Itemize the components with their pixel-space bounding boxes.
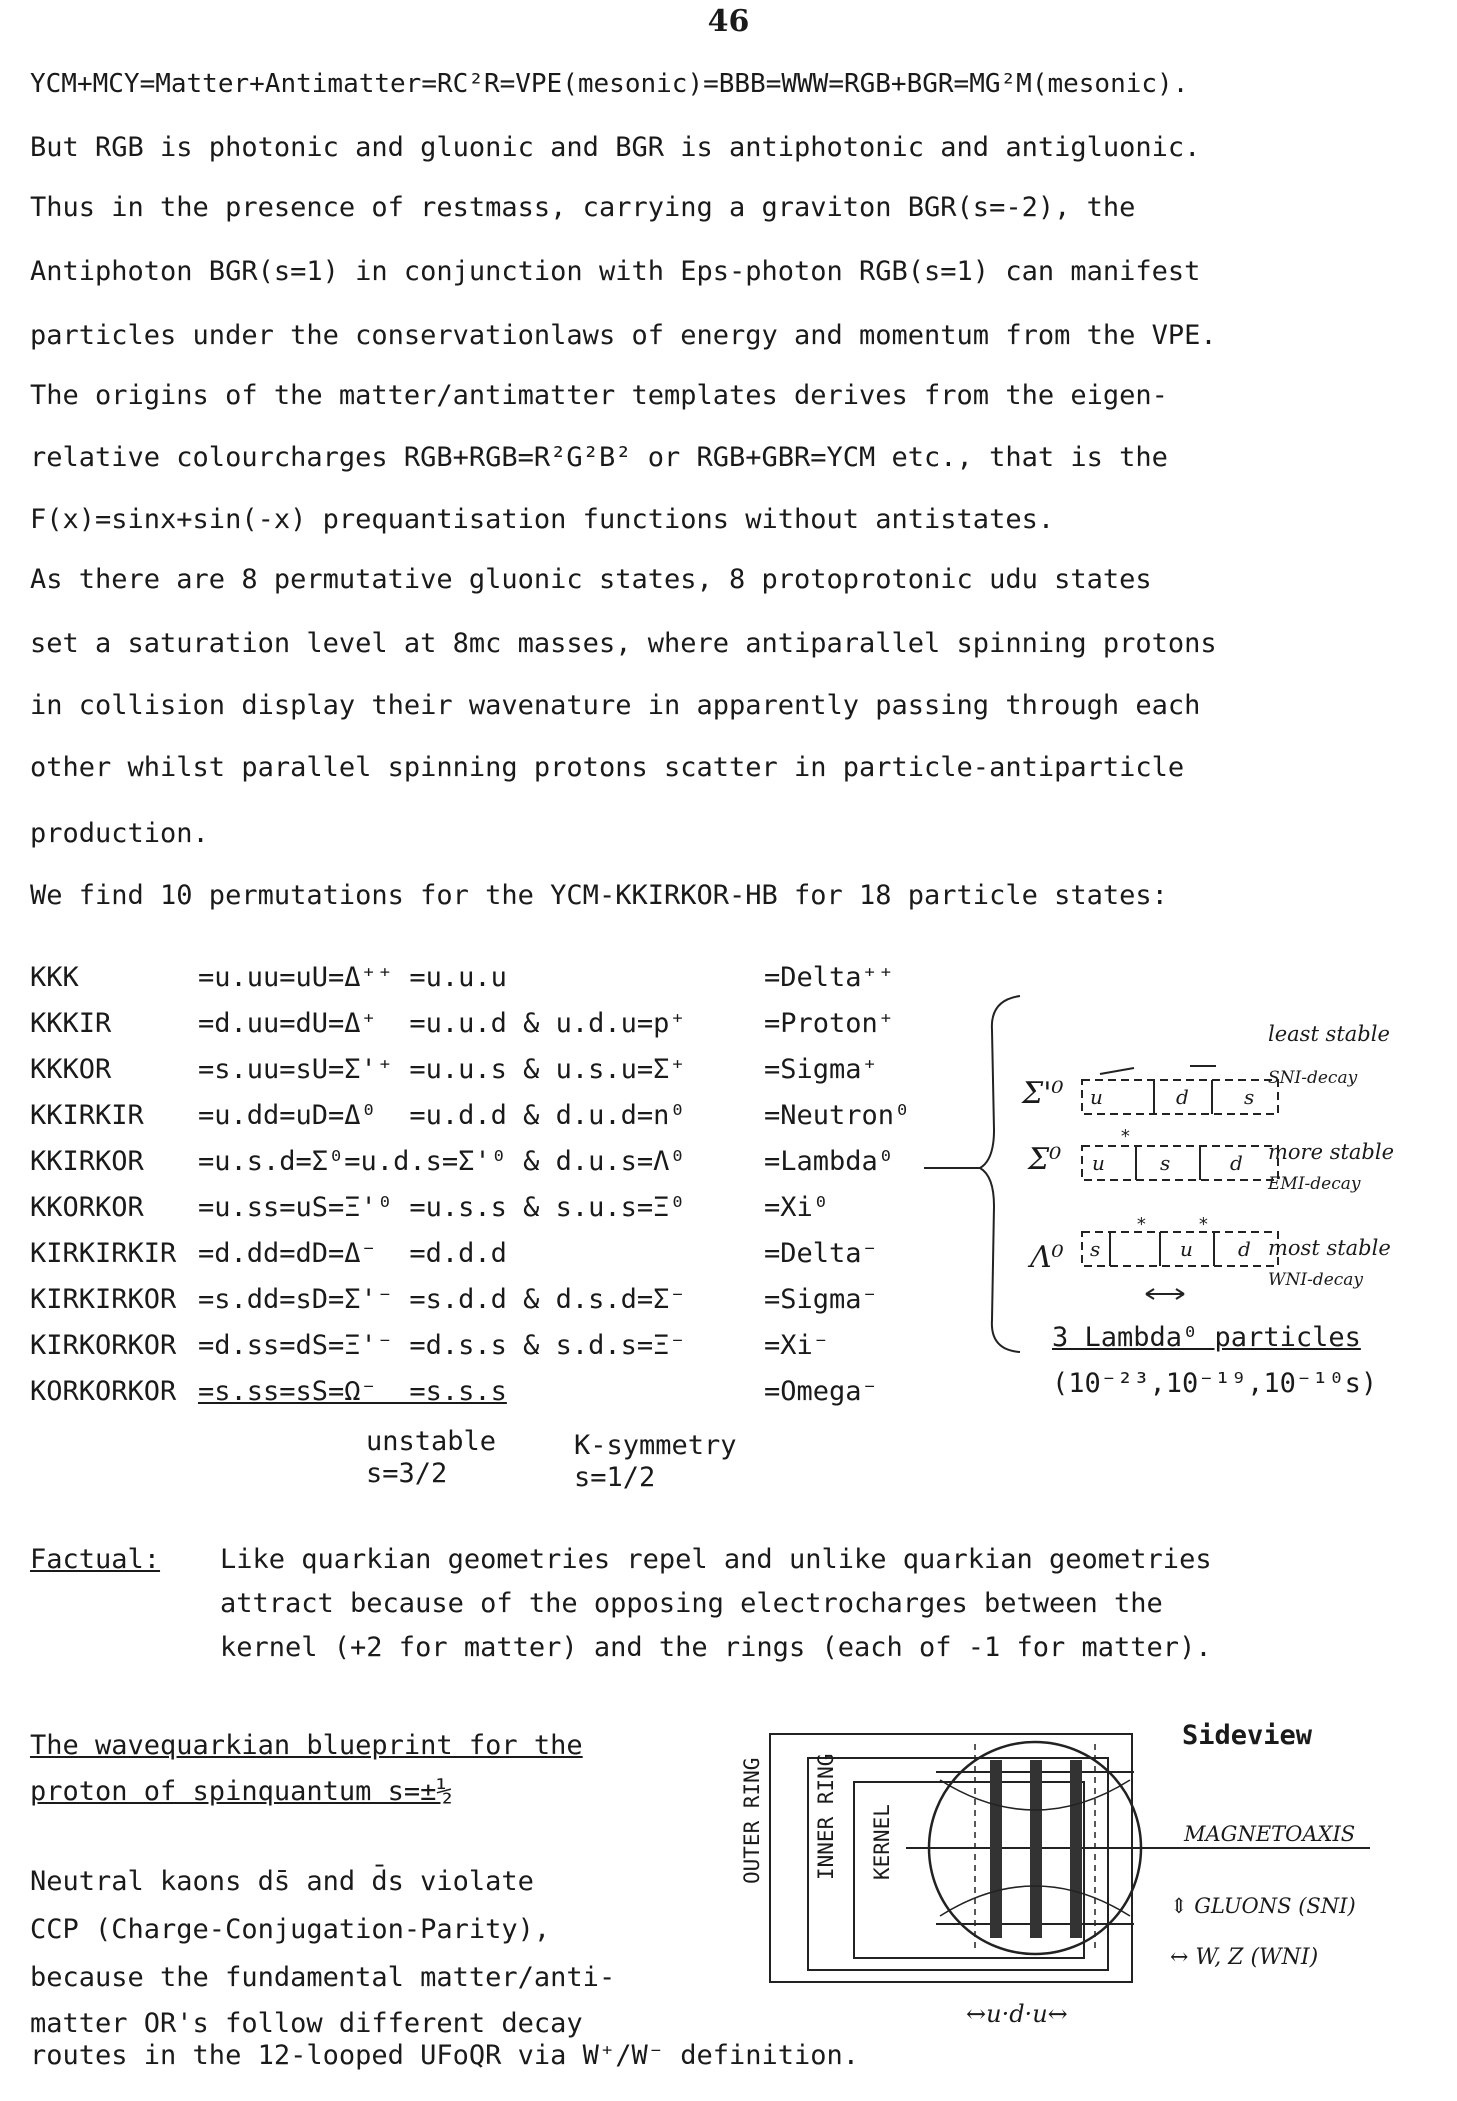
quark-label: s (1090, 1237, 1101, 1261)
table-row-name: KKIRKOR (30, 1146, 144, 1177)
table-row-result: =Sigma⁻ (764, 1284, 878, 1315)
text-line: F(x)=sinx+sin(-x) prequantisation functions without antistates. (30, 504, 1055, 535)
lambda-symbol: Σ⁰ (1028, 1142, 1062, 1177)
text-line: set a saturation level at 8mc masses, where antiparallel spinning protons (30, 628, 1217, 659)
table-row-result: =Sigma⁺ (764, 1054, 878, 1085)
blueprint-line: CCP (Charge-Conjugation-Parity), (30, 1914, 551, 1945)
blueprint-line: Neutral kaons ds̄ and d̄s violate (30, 1866, 534, 1897)
svg-text:*: * (1136, 1214, 1147, 1235)
table-row-result: =Xi⁰ (764, 1192, 830, 1223)
table-row-expr: =s.ss=sS=Ω⁻ =s.s.s (198, 1376, 507, 1407)
text-line: Antiphoton BGR(s=1) in conjunction with Eps-photon RGB(s=1) can manifest (30, 256, 1201, 287)
quark-label: d (1230, 1151, 1243, 1175)
sideview-label: Sideview (1182, 1720, 1313, 1751)
text-line: The origins of the matter/antimatter templates derives from the eigen- (30, 380, 1168, 411)
table-row-result: =Delta⁻ (764, 1238, 878, 1269)
table-row-name: KKIRKIR (30, 1100, 144, 1131)
table-row-expr: =u.s.d=Σ⁰=u.d.s=Σ'⁰ & d.u.s=Λ⁰ (198, 1146, 686, 1177)
text-line: Thus in the presence of restmass, carrying a graviton BGR(s=-2), the (30, 192, 1136, 223)
table-row-name: KKKIR (30, 1008, 112, 1039)
table-row-result: =Delta⁺⁺ (764, 962, 895, 993)
udu-label: ↔u·d·u↔ (966, 2000, 1068, 2028)
table-row-result: =Proton⁺ (764, 1008, 895, 1039)
text-line: YCM+MCY=Matter+Antimatter=RC²R=VPE(mesonic)=BBB=WWW=RGB+BGR=MG²M(mesonic). (30, 69, 1189, 99)
table-row-expr: =d.dd=dD=Δ⁻ =d.d.d (198, 1238, 507, 1269)
lambda-times: (10⁻²³,10⁻¹⁹,10⁻¹⁰s) (1052, 1368, 1378, 1399)
table-row-expr: =d.ss=dS=Ξ'⁻ =d.s.s & s.d.s=Ξ⁻ (198, 1330, 686, 1361)
text-line: production. (30, 818, 209, 849)
quark-label: u (1090, 1085, 1103, 1109)
text-line: particles under the conservationlaws of energy and momentum from the VPE. (30, 320, 1217, 351)
stability-note: least stable (1268, 1022, 1390, 1046)
factual-line: attract because of the opposing electrocharges between the (220, 1588, 1163, 1619)
wz-label: ↔ W, Z (WNI) (1170, 1945, 1319, 1970)
footer-spin: s=3/2 (366, 1458, 448, 1489)
gluons-label: ⇕ GLUONS (SNI) (1170, 1894, 1356, 1918)
outer-ring-label: OUTER RING (740, 1757, 764, 1884)
text-line: other whilst parallel spinning protons scatter in particle-antiparticle (30, 752, 1185, 783)
svg-text:*: * (1120, 1126, 1131, 1147)
lambda-caption: 3 Lambda⁰ particles (1052, 1322, 1361, 1353)
table-row-expr: =u.ss=uS=Ξ'⁰ =u.s.s & s.u.s=Ξ⁰ (198, 1192, 686, 1223)
table-row-expr: =s.uu=sU=Σ'⁺ =u.u.s & u.s.u=Σ⁺ (198, 1054, 686, 1085)
table-row-expr: =u.uu=uU=Δ⁺⁺ =u.u.u (198, 962, 507, 993)
text-line: in collision display their wavenature in apparently passing through each (30, 690, 1201, 721)
table-row-name: KIRKIRKIR (30, 1238, 177, 1269)
footer-spin-half: s=1/2 (574, 1462, 656, 1493)
magnetoaxis-label: MAGNETOAXIS (1184, 1822, 1356, 1846)
factual-line: Like quarkian geometries repel and unlike quarkian geometries (220, 1544, 1212, 1575)
text-line: We find 10 permutations for the YCM-KKIRKOR-HB for 18 particle states: (30, 880, 1168, 911)
stability-note: most stable (1268, 1236, 1391, 1260)
quark-label: s (1244, 1085, 1255, 1109)
text-line: As there are 8 permutative gluonic states, 8 protoprotonic udu states (30, 564, 1152, 595)
table-row-expr: =u.dd=uD=Δ⁰ =u.d.d & d.u.d=n⁰ (198, 1100, 686, 1131)
table-row-name: KKK (30, 962, 79, 993)
table-row-result: =Xi⁻ (764, 1330, 830, 1361)
quark-label: d (1176, 1085, 1189, 1109)
kernel-label: KERNEL (870, 1804, 894, 1880)
table-row-result: =Omega⁻ (764, 1376, 878, 1407)
page-number: 46 (707, 4, 750, 39)
table-row-name: KKKOR (30, 1054, 112, 1085)
svg-text:*: * (1198, 1214, 1209, 1235)
table-row-result: =Neutron⁰ (764, 1100, 911, 1131)
table-row-name: KIRKIRKOR (30, 1284, 177, 1315)
decay-note: SNI-decay (1268, 1068, 1358, 1088)
factual-label: Factual: (30, 1544, 161, 1575)
blueprint-line: matter OR's follow different decay (30, 2008, 583, 2039)
blueprint-title: proton of spinquantum s=±½ (30, 1776, 453, 1807)
text-line: relative colourcharges RGB+RGB=R²G²B² or RGB+GBR=YCM etc., that is the (30, 442, 1168, 473)
blueprint-line: because the fundamental matter/anti- (30, 1962, 616, 1993)
lambda-symbol: Λ⁰ (1030, 1240, 1064, 1275)
table-row-name: KIRKORKOR (30, 1330, 177, 1361)
table-row-result: =Lambda⁰ (764, 1146, 895, 1177)
text-line: But RGB is photonic and gluonic and BGR is antiphotonic and antigluonic. (30, 132, 1201, 163)
quark-label: u (1092, 1151, 1105, 1175)
lambda-symbol: Σ'⁰ (1022, 1076, 1064, 1111)
inner-ring-label: INNER RING (814, 1753, 838, 1880)
table-row-name: KKORKOR (30, 1192, 144, 1223)
quark-label: u (1180, 1237, 1193, 1261)
table-row-expr: =d.uu=dU=Δ⁺ =u.u.d & u.d.u=p⁺ (198, 1008, 686, 1039)
decay-note: EMI-decay (1268, 1174, 1361, 1194)
table-row-expr: =s.dd=sD=Σ'⁻ =s.d.d & d.s.d=Σ⁻ (198, 1284, 686, 1315)
quark-label: s (1160, 1151, 1171, 1175)
footer-unstable: unstable (366, 1426, 497, 1457)
decay-note: WNI-decay (1268, 1270, 1364, 1290)
quark-label: d (1238, 1237, 1251, 1261)
blueprint-line: routes in the 12-looped UFoQR via W⁺/W⁻ definition. (30, 2040, 860, 2071)
blueprint-title: The wavequarkian blueprint for the (30, 1730, 583, 1761)
table-row-name: KORKORKOR (30, 1376, 177, 1407)
footer-k-symmetry: K-symmetry (574, 1430, 737, 1461)
stability-note: more stable (1268, 1140, 1395, 1164)
factual-line: kernel (+2 for matter) and the rings (each of -1 for matter). (220, 1632, 1212, 1663)
